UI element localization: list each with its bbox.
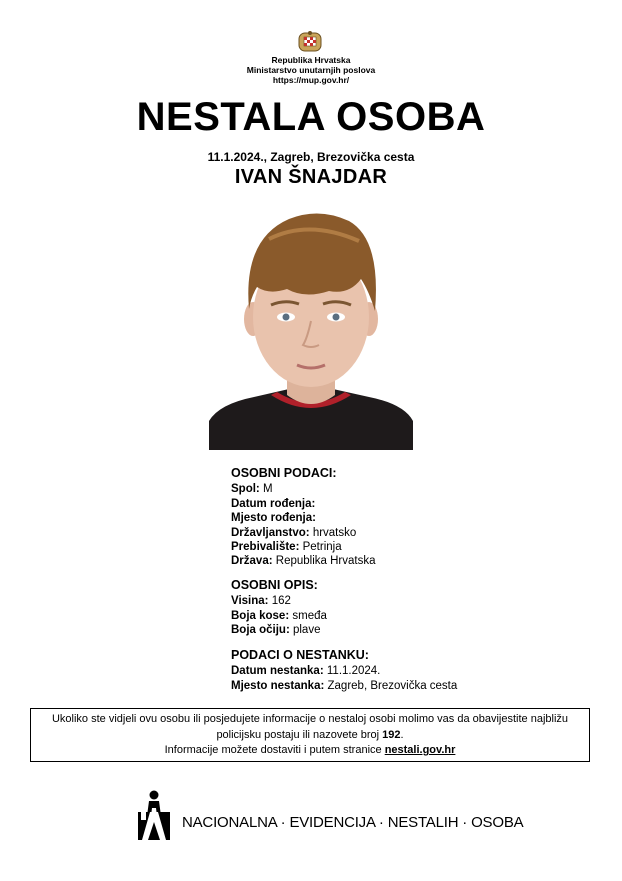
field-value: smeđa [292, 609, 327, 622]
person-name: IVAN ŠNAJDAR [234, 166, 388, 188]
field-row [231, 554, 375, 568]
footer-word: EVIDENCIJA [289, 814, 375, 831]
nestali-link[interactable]: nestali.gov.hr [384, 744, 456, 756]
field-value: hrvatsko [312, 526, 357, 539]
footer-word: OSOBA [471, 814, 524, 831]
notice-text: . [400, 728, 404, 741]
field-value: 11.1.2024. [326, 665, 381, 678]
walking-person-logo-icon [138, 790, 170, 840]
field-row [231, 664, 457, 678]
field-label: Mjesto nestanka: [231, 679, 325, 692]
disappearance-heading: PODACI O NESTANKU: [231, 648, 369, 662]
ministry-text: Ministarstvo unutarnjih poslova [246, 65, 376, 75]
field-label: Datum rođenja: [231, 497, 316, 510]
field-label: Visina: [231, 595, 269, 608]
field-row [231, 623, 327, 637]
field-label: Država: [231, 555, 273, 568]
notice-line-1: Ukoliko ste vidjeli ovu osobu ili posjedujete informacije o nestaloj osobi molimo vas da obavijestite najbližu [51, 713, 569, 725]
field-label: Boja očiju: [231, 624, 290, 637]
field-row [231, 594, 327, 608]
issuer-block [0, 55, 622, 85]
person-photo [209, 199, 413, 450]
field-value: Petrinja [302, 541, 342, 554]
footer-word: NESTALIH [387, 814, 459, 831]
footer-brand-text [182, 814, 523, 831]
contact-notice-box [30, 708, 590, 762]
personal-data-section [231, 466, 375, 569]
field-row [231, 511, 375, 525]
field-row [231, 540, 375, 554]
ministry-url[interactable]: https://mup.gov.hr/ [272, 75, 350, 85]
field-row [231, 482, 375, 496]
republic-text: Republika Hrvatska [271, 55, 351, 65]
separator-dot: · [276, 814, 290, 831]
field-label: Spol: [231, 483, 260, 496]
field-label: Datum nestanka: [231, 665, 324, 678]
field-row [231, 526, 375, 540]
event-line: 11.1.2024., Zagreb, Brezovička cesta [207, 150, 415, 164]
field-value: Republika Hrvatska [275, 555, 376, 568]
separator-dot: · [374, 814, 388, 831]
page-title: NESTALA OSOBA [136, 95, 486, 139]
field-label: Mjesto rođenja: [231, 512, 316, 525]
phone-number[interactable]: 192 [382, 728, 401, 741]
field-label: Državljanstvo: [231, 526, 310, 539]
ministry-crest-icon [297, 30, 323, 52]
field-row [231, 609, 327, 623]
field-row [231, 679, 457, 693]
footer-word: NACIONALNA [182, 814, 277, 831]
notice-line-2 [31, 728, 589, 744]
field-row [231, 497, 375, 511]
notice-line-3 [31, 743, 589, 759]
field-value: plave [292, 624, 321, 637]
notice-text: Informacije možete dostaviti i putem stranice [164, 744, 385, 756]
field-value: M [262, 483, 273, 496]
disappearance-section [231, 648, 457, 693]
field-label: Boja kose: [231, 609, 290, 622]
personal-data-heading: OSOBNI PODACI: [231, 466, 337, 480]
field-value: 162 [271, 595, 291, 608]
field-value: Zagreb, Brezovička cesta [327, 679, 458, 692]
description-heading: OSOBNI OPIS: [231, 578, 318, 592]
separator-dot: · [458, 814, 472, 831]
description-section [231, 578, 327, 638]
field-label: Prebivalište: [231, 541, 300, 554]
notice-text: policijsku postaju ili nazovete broj [216, 728, 383, 741]
